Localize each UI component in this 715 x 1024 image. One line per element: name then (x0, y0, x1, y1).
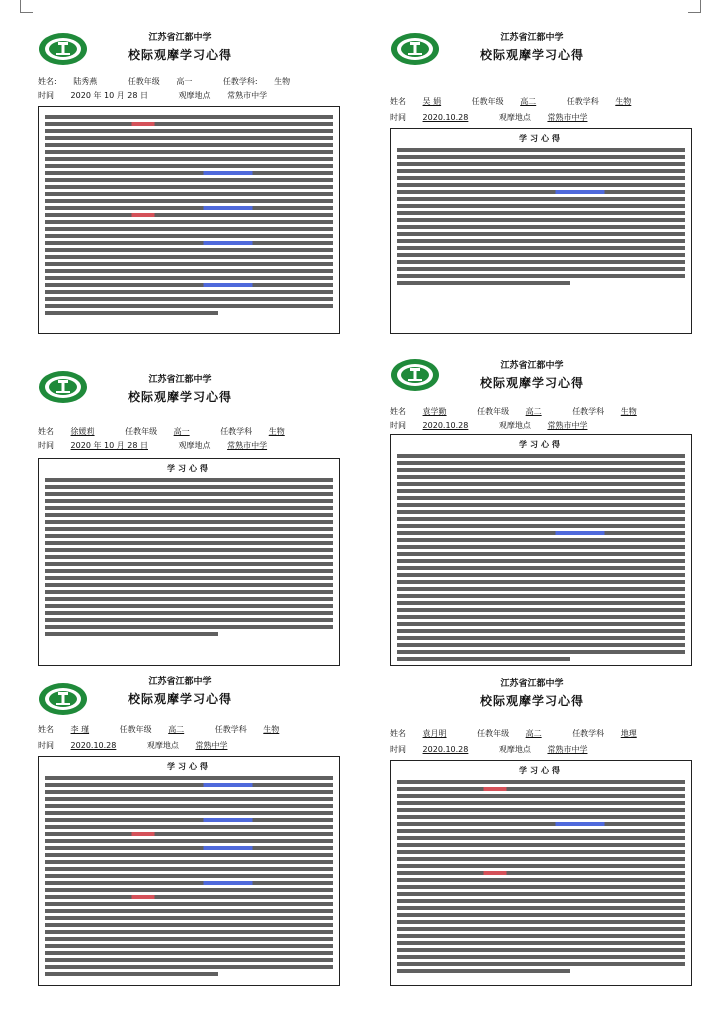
place-value: 常熟市中学 (547, 745, 588, 754)
school-name: 江苏省江都中学 (148, 375, 212, 385)
teacher-info-row (390, 96, 692, 107)
document-title: 校际观摩学习心得 (127, 390, 232, 404)
grade-label: 任教年级 (471, 97, 504, 106)
place-value: 常熟市中学 (547, 113, 588, 122)
teacher-info-row (38, 724, 340, 735)
time-label: 时间 (38, 741, 54, 750)
time-place-row (390, 744, 692, 755)
time-value: 2020.10.28 (422, 421, 469, 430)
time-value: 2020.10.28 (422, 113, 469, 122)
place-value: 常熟中学 (195, 741, 228, 750)
grade-label: 任教年级 (127, 77, 160, 86)
place-value: 常熟市中学 (227, 441, 268, 450)
document-page-6 (362, 670, 702, 1000)
subject-value: 生物 (615, 97, 632, 106)
crop-mark-top-left (20, 0, 33, 13)
name-label: 姓名 (38, 725, 54, 734)
name-label: 姓名 (390, 97, 406, 106)
place-value: 常熟市中学 (227, 91, 268, 100)
school-name: 江苏省江都中学 (148, 677, 212, 687)
subject-label: 任教学科: (222, 77, 258, 86)
time-value: 2020.10.28 (422, 745, 469, 754)
grade-value: 高一 (176, 77, 193, 86)
reflection-text-box (38, 756, 340, 986)
reflection-text-box (390, 760, 692, 986)
place-label: 观摩地点 (146, 741, 179, 750)
place-label: 观摩地点 (178, 91, 211, 100)
subject-value: 生物 (274, 77, 291, 86)
box-title: 学习心得 (519, 440, 563, 449)
name-label: 姓名 (38, 427, 54, 436)
reflection-text-box (38, 106, 340, 334)
reflection-text-box (390, 434, 692, 666)
school-name: 江苏省江都中学 (500, 33, 564, 43)
teacher-info-row (390, 728, 692, 739)
name-value: 陆秀燕 (73, 77, 98, 86)
box-title: 学习心得 (519, 766, 563, 775)
document-page-3 (10, 350, 350, 680)
document-title: 校际观摩学习心得 (127, 48, 232, 62)
name-value: 吴 娟 (422, 97, 442, 106)
time-value: 2020 年 10 月 28 日 (70, 91, 148, 100)
teacher-info-row (38, 426, 340, 437)
time-label: 时间 (38, 441, 54, 450)
box-title: 学习心得 (167, 762, 211, 771)
school-name: 江苏省江都中学 (500, 361, 564, 371)
grade-value: 高二 (168, 725, 185, 734)
school-name: 江苏省江都中学 (148, 33, 212, 43)
crop-mark-top-right (688, 0, 701, 13)
document-title: 校际观摩学习心得 (479, 376, 584, 390)
reflection-text-box (38, 458, 340, 666)
document-title: 校际观摩学习心得 (479, 694, 584, 708)
place-label: 观摩地点 (498, 745, 531, 754)
time-label: 时间 (38, 91, 54, 100)
grade-label: 任教年级 (477, 729, 510, 738)
document-page-1 (10, 18, 350, 348)
grade-value: 高二 (520, 97, 537, 106)
grade-label: 任教年级 (125, 427, 158, 436)
time-label: 时间 (390, 745, 406, 754)
subject-value: 生物 (263, 725, 280, 734)
time-value: 2020 年 10 月 28 日 (70, 441, 148, 450)
time-label: 时间 (390, 113, 406, 122)
subject-value: 生物 (620, 407, 637, 416)
document-page-5 (10, 670, 350, 1000)
name-value: 徐媛莉 (70, 427, 95, 436)
time-place-row (38, 90, 340, 101)
document-page-2 (362, 18, 702, 348)
reflection-text-box (390, 128, 692, 334)
box-title: 学习心得 (519, 134, 563, 143)
time-label: 时间 (390, 421, 406, 430)
teacher-info-row (38, 76, 340, 87)
subject-label: 任教学科 (566, 97, 599, 106)
document-page-4 (362, 350, 702, 680)
teacher-info-row (390, 406, 692, 417)
grade-label: 任教年级 (119, 725, 152, 734)
name-value: 李 瑾 (70, 725, 90, 734)
place-label: 观摩地点 (498, 113, 531, 122)
name-label: 姓名: (38, 77, 57, 86)
time-place-row (38, 440, 340, 451)
place-label: 观摩地点 (498, 421, 531, 430)
document-title: 校际观摩学习心得 (127, 692, 232, 706)
grade-label: 任教年级 (477, 407, 510, 416)
grade-value: 高二 (525, 729, 542, 738)
name-value: 袁月明 (422, 729, 447, 738)
name-label: 姓名 (390, 407, 406, 416)
grade-value: 高一 (173, 427, 190, 436)
subject-label: 任教学科 (214, 725, 247, 734)
subject-label: 任教学科 (220, 427, 253, 436)
subject-value: 生物 (268, 427, 285, 436)
time-place-row (390, 420, 692, 431)
name-label: 姓名 (390, 729, 406, 738)
time-value: 2020.10.28 (70, 741, 117, 750)
grade-value: 高二 (525, 407, 542, 416)
time-place-row (390, 112, 692, 123)
subject-label: 任教学科 (572, 729, 605, 738)
subject-label: 任教学科 (572, 407, 605, 416)
place-label: 观摩地点 (178, 441, 211, 450)
subject-value: 地理 (620, 729, 637, 738)
document-title: 校际观摩学习心得 (479, 48, 584, 62)
box-title: 学习心得 (167, 464, 211, 473)
time-place-row (38, 740, 340, 751)
school-name: 江苏省江都中学 (500, 679, 564, 689)
place-value: 常熟市中学 (547, 421, 588, 430)
name-value: 袁学勤 (422, 407, 447, 416)
